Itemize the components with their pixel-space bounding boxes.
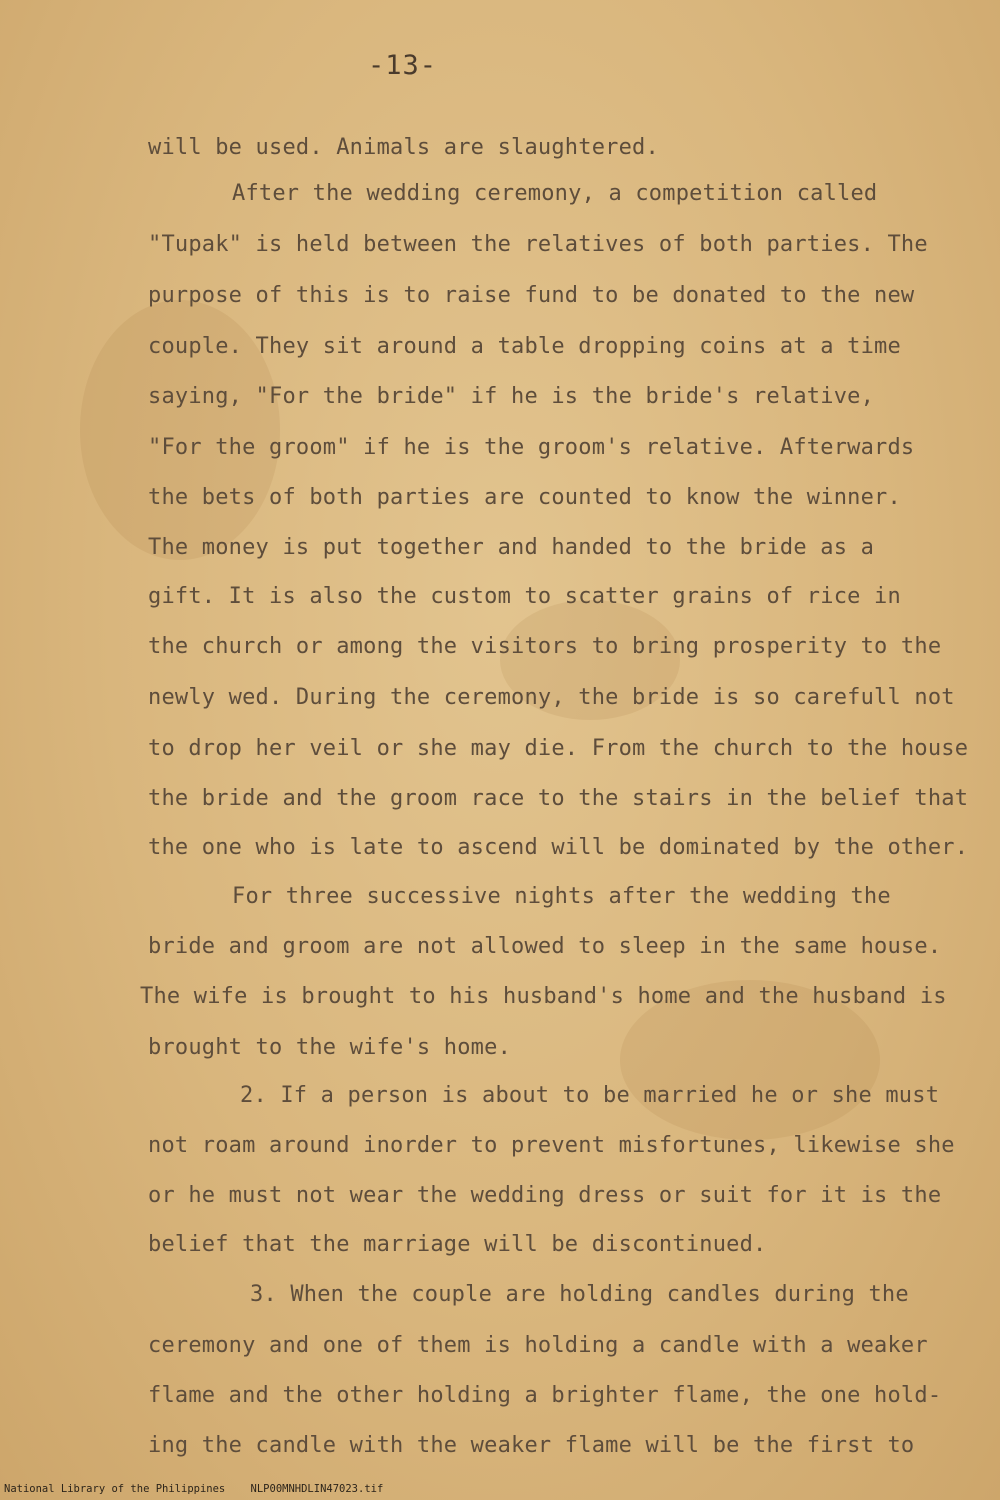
- text-line: The wife is brought to his husband's home and the husband is: [140, 984, 947, 1009]
- text-line: the one who is late to ascend will be dominated by the other.: [148, 835, 969, 860]
- page-number: -13-: [368, 50, 438, 81]
- text-line: saying, "For the bride" if he is the bride's relative,: [148, 384, 875, 409]
- text-line: the bride and the groom race to the stairs in the belief that: [148, 786, 969, 811]
- text-line: couple. They sit around a table dropping coins at a time: [148, 334, 901, 359]
- text-line: brought to the wife's home.: [148, 1035, 512, 1060]
- text-line: For three successive nights after the wedding the: [232, 884, 891, 909]
- scan-footer: National Library of the Philippines NLP00MNHDLIN47023.tif: [4, 1483, 384, 1495]
- text-line: will be used. Animals are slaughtered.: [148, 135, 659, 160]
- text-line: After the wedding ceremony, a competition called: [232, 181, 878, 206]
- text-line: the bets of both parties are counted to know the winner.: [148, 485, 901, 510]
- text-line: newly wed. During the ceremony, the bride is so carefull not: [148, 685, 955, 710]
- text-line: flame and the other holding a brighter flame, the one hold-: [148, 1383, 942, 1408]
- text-line: not roam around inorder to prevent misfortunes, likewise she: [148, 1133, 955, 1158]
- text-line: belief that the marriage will be discontinued.: [148, 1232, 767, 1257]
- text-line: to drop her veil or she may die. From the church to the house: [148, 736, 969, 761]
- text-line: "For the groom" if he is the groom's relative. Afterwards: [148, 435, 915, 460]
- text-line: or he must not wear the wedding dress or suit for it is the: [148, 1183, 942, 1208]
- text-line: gift. It is also the custom to scatter grains of rice in: [148, 584, 901, 609]
- text-line: the church or among the visitors to bring prosperity to the: [148, 634, 942, 659]
- text-line: 3. When the couple are holding candles during the: [250, 1282, 909, 1307]
- text-line: purpose of this is to raise fund to be donated to the new: [148, 283, 915, 308]
- text-line: bride and groom are not allowed to sleep in the same house.: [148, 934, 942, 959]
- text-line: The money is put together and handed to the bride as a: [148, 535, 875, 560]
- text-line: 2. If a person is about to be married he or she must: [240, 1083, 940, 1108]
- text-line: ing the candle with the weaker flame will be the first to: [148, 1433, 915, 1458]
- text-line: ceremony and one of them is holding a candle with a weaker: [148, 1333, 928, 1358]
- text-line: "Tupak" is held between the relatives of both parties. The: [148, 232, 928, 257]
